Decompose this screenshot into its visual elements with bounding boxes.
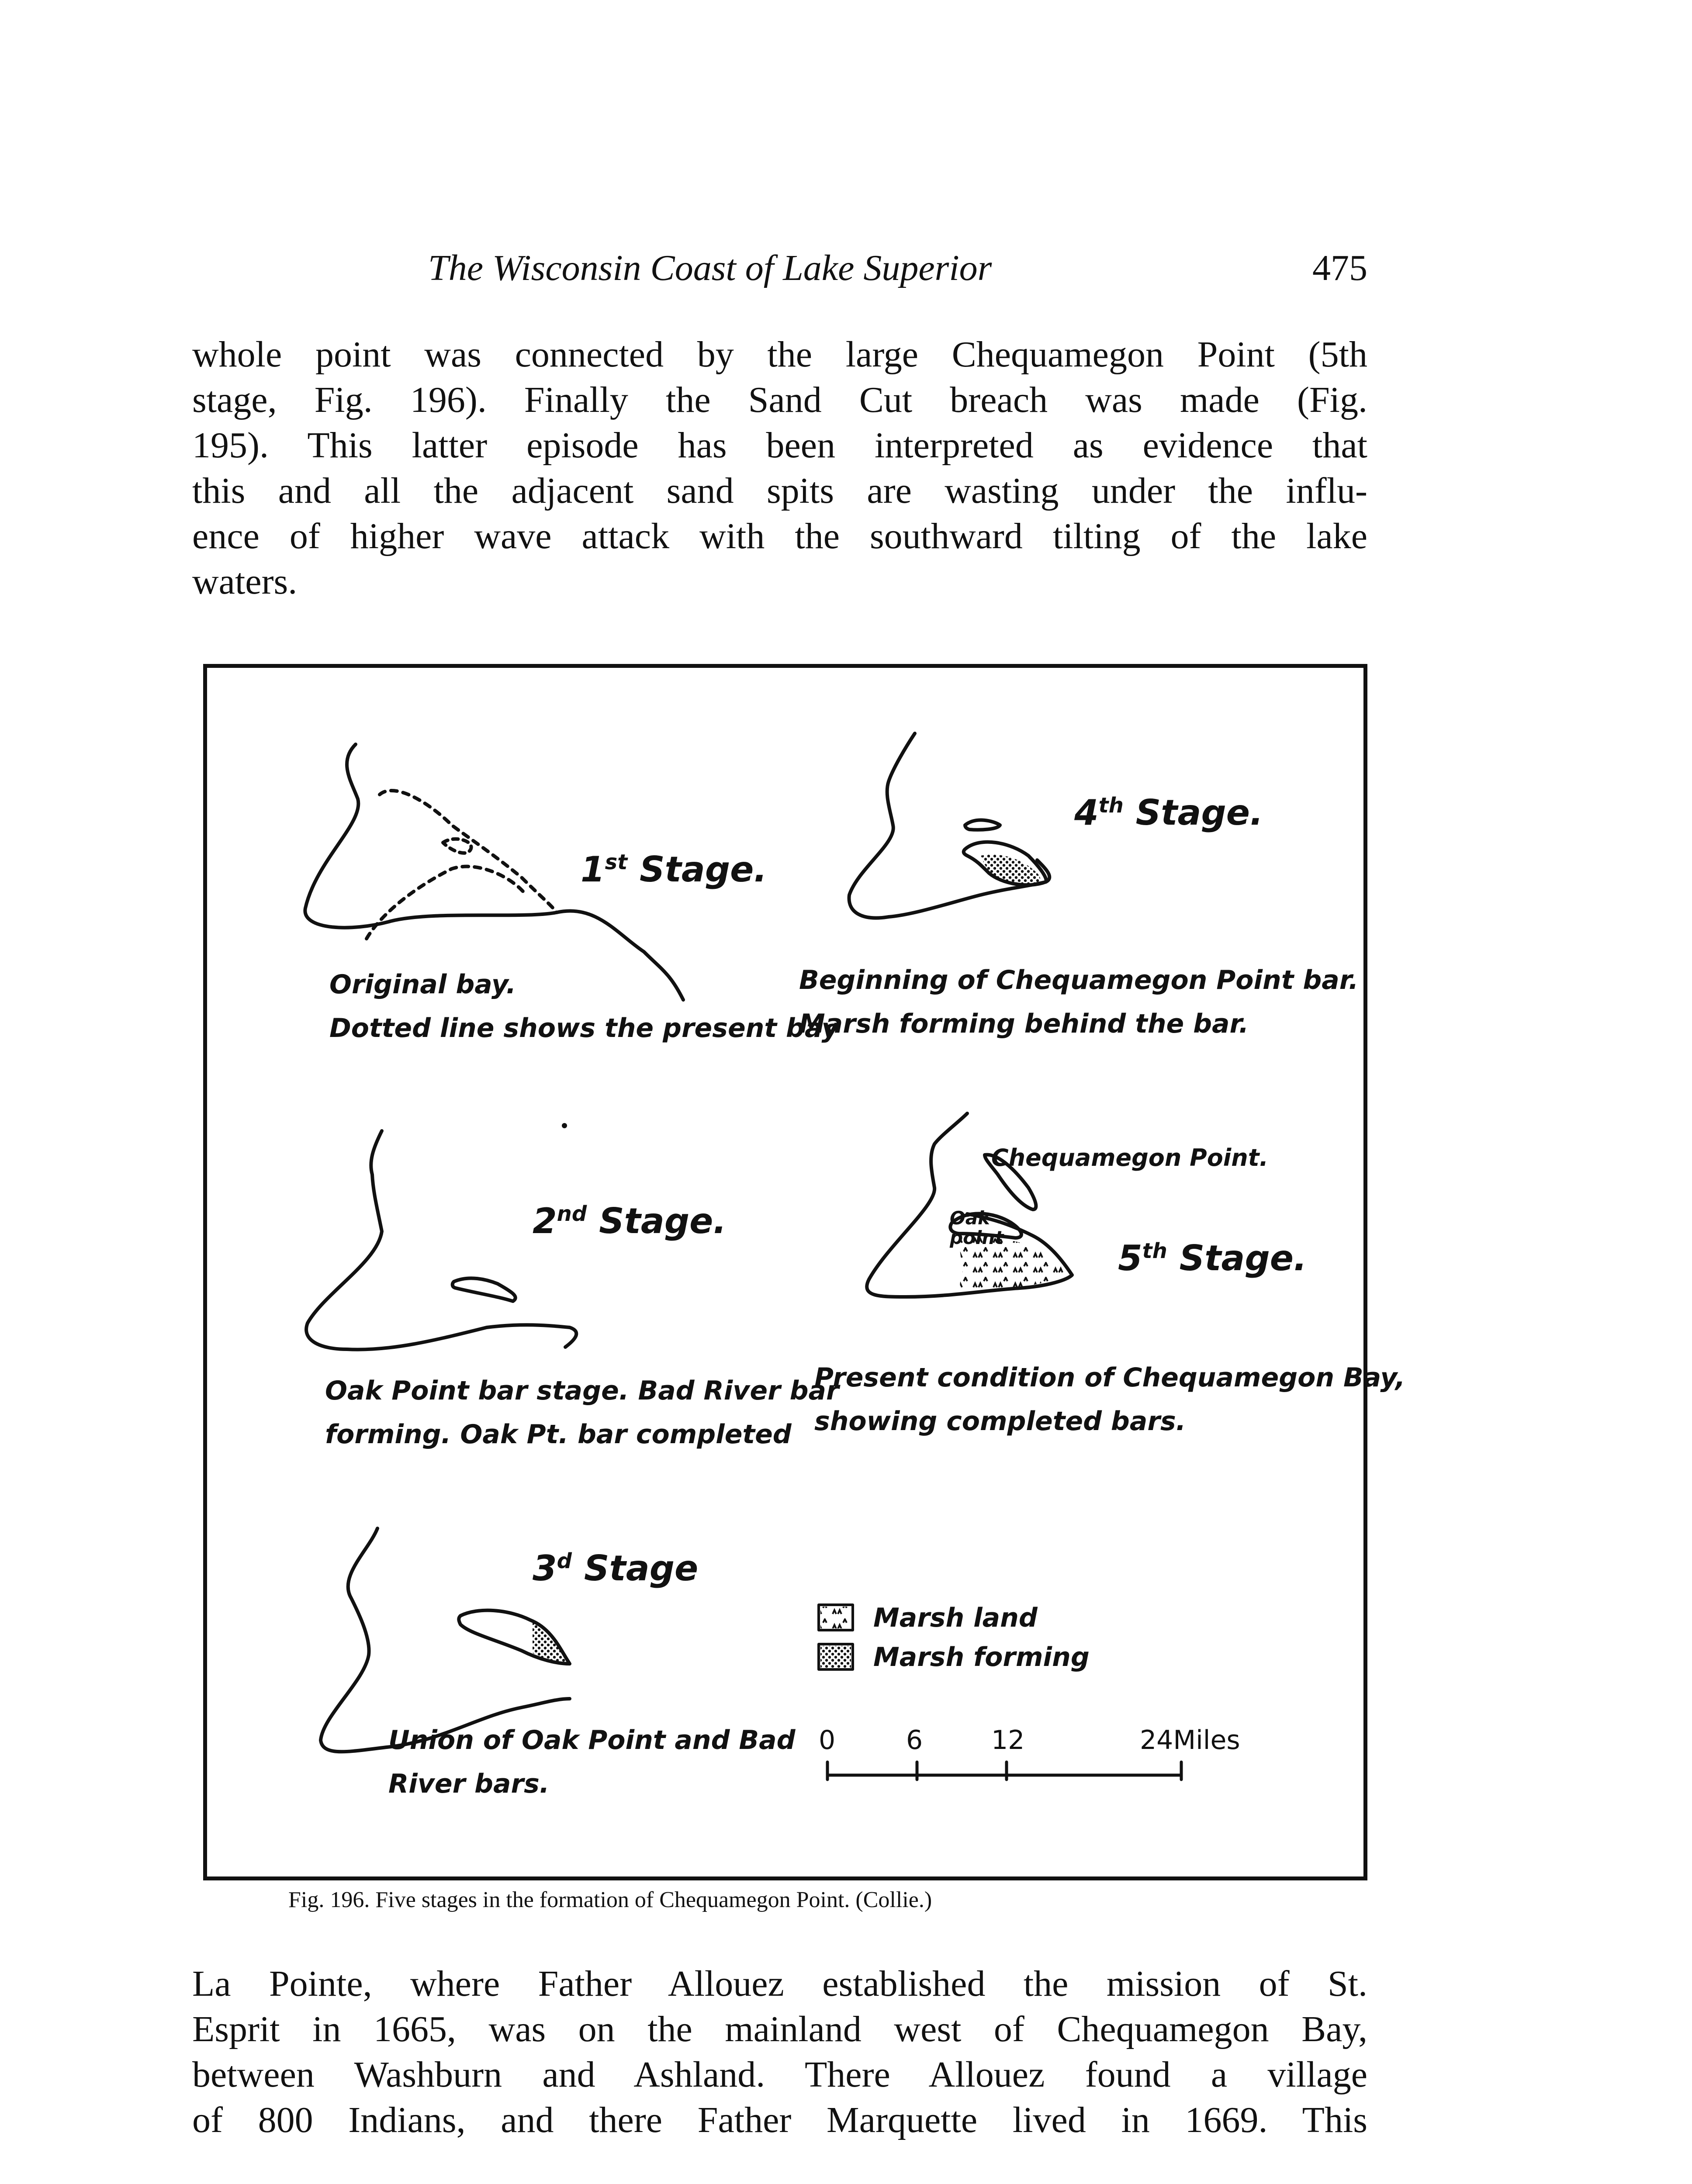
text-line: waters. [192, 561, 298, 602]
paragraph-top [192, 332, 1367, 605]
text-line: La Pointe, where Father Allouez established the mission of St. [192, 1963, 1367, 2004]
figure-196 [203, 664, 1405, 1880]
scale-bar [827, 1762, 1181, 1780]
stage1-title: 1st Stage. [581, 849, 767, 890]
stage3-caption-line1: Union of Oak Point and Bad [388, 1725, 796, 1755]
scale-tick-12: 12 [991, 1725, 1025, 1755]
stage2-caption-line1: Oak Point bar stage. Bad River bar [325, 1375, 839, 1406]
stage5-label-oak: Oak [950, 1207, 990, 1229]
text-line: whole point was connected by the large Chequamegon Point (5th [192, 334, 1367, 375]
stage1-caption-line2: Dotted line shows the present bay [329, 1013, 839, 1044]
stage5-title: 5th Stage. [1118, 1238, 1307, 1279]
legend-marsh-forming-label: Marsh forming [873, 1642, 1090, 1673]
stage4-caption-line2: Marsh forming behind the bar. [799, 1009, 1249, 1039]
stage5-caption-line1: Present condition of Chequamegon Bay, [814, 1362, 1405, 1393]
scale-tick-24: 24Miles [1140, 1725, 1240, 1755]
text-line: 195). This latter episode has been interpreted as evidence that [192, 425, 1367, 466]
text-line: between Washburn and Ashland. There Allouez found a village [192, 2054, 1367, 2095]
text-line: ence of higher wave attack with the southward tilting of the lake [192, 516, 1367, 556]
scale-tick-0: 0 [819, 1725, 836, 1755]
stage4-caption-line1: Beginning of Chequamegon Point bar. [799, 965, 1359, 995]
stray-dot [562, 1123, 567, 1128]
stage5-label-chequamegon-point: Chequamegon Point. [991, 1144, 1269, 1171]
paragraph-bottom [192, 1961, 1367, 2143]
scale-tick-6: 6 [906, 1725, 923, 1755]
stage4-map [849, 733, 1050, 918]
legend-marsh-land-fill [820, 1607, 851, 1628]
running-head [192, 247, 1367, 304]
scale-unit: Miles [1173, 1725, 1240, 1755]
stage5-caption-line2: showing completed bars. [814, 1406, 1186, 1437]
stage2-caption-line2: forming. Oak Pt. bar completed [325, 1419, 792, 1450]
stage3-caption-line2: River bars. [388, 1769, 550, 1799]
stage3-title: 3$^d$ Stage [533, 1548, 699, 1589]
text-line: of 800 Indians, and there Father Marquette lived in 1669. This [192, 2100, 1367, 2140]
legend-marsh-forming-fill [820, 1646, 851, 1668]
text-line: this and all the adjacent sand spits are wasting under the influ- [192, 470, 1367, 511]
text-line: Esprit in 1665, was on the mainland west of Chequamegon Bay, [192, 2009, 1367, 2049]
stage5-label-point: point [950, 1227, 1004, 1248]
running-title: The Wisconsin Coast of Lake Superior [428, 248, 992, 288]
legend-marsh-land-label: Marsh land [873, 1603, 1038, 1633]
stage1-caption-line1: Original bay. [329, 969, 516, 1000]
stage2-title: 2nd Stage. [533, 1201, 727, 1241]
text-line: stage, Fig. 196). Finally the Sand Cut breach was made (Fig. [192, 380, 1367, 420]
stage4-title: 4th Stage. [1074, 792, 1263, 833]
page-number: 475 [1312, 248, 1367, 288]
figure-caption: Fig. 196. Five stages in the formation of Chequamegon Point. (Collie.) [288, 1887, 932, 1912]
